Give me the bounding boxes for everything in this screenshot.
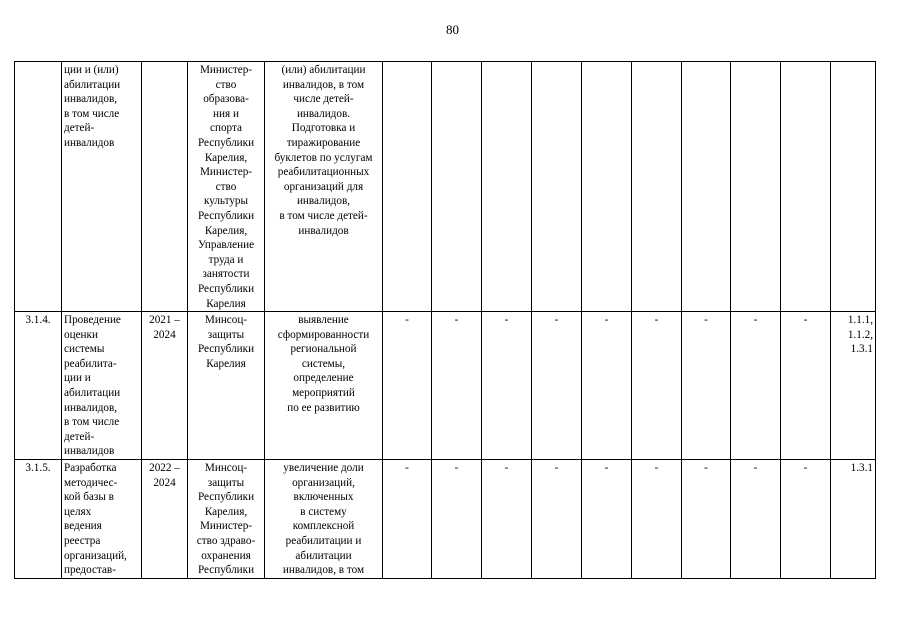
activity-name-line: абилитации <box>64 78 121 91</box>
executor-line: Республики <box>197 209 255 222</box>
indicator-value: - <box>554 462 559 475</box>
indicator-value-cell <box>482 460 532 579</box>
activity-name-line: целях <box>64 505 92 518</box>
expected-result-line: увеличение доли <box>283 462 364 475</box>
expected-result-cell <box>265 62 383 312</box>
executor-line: Республики <box>197 136 255 149</box>
executors-cell <box>188 460 265 579</box>
executor-line: Республики <box>197 564 255 577</box>
indicator-value-cell <box>582 460 632 579</box>
executor-line: Министер- <box>199 520 253 533</box>
activity-name-line: ции и (или) <box>64 64 119 76</box>
expected-result-line: инвалидов, <box>296 195 351 208</box>
executor-line: образова- <box>203 93 249 106</box>
indicator-value-cell <box>532 460 582 579</box>
linked-indicators-cell <box>831 312 876 460</box>
expected-result-line: системы, <box>301 357 346 370</box>
expected-result-line: (или) абилитации <box>281 64 366 76</box>
indicator-value: - <box>604 314 609 327</box>
expected-result-line: сформированности <box>277 328 370 341</box>
executor-line: Карелия, <box>204 151 248 164</box>
implementation-years-cell <box>142 312 188 460</box>
executor-line: Карелия <box>206 357 246 370</box>
activity-number: 3.1.4. <box>25 314 51 327</box>
expected-result-line: абилитации <box>295 549 352 562</box>
activity-name-line: ведения <box>64 520 102 533</box>
implementation-years-line: 2024 <box>153 328 176 341</box>
expected-result-line: комплексной <box>292 520 355 533</box>
executor-line: Карелия, <box>204 505 248 518</box>
executor-line: Республики <box>197 491 255 504</box>
indicator-value: - <box>654 314 659 327</box>
indicator-value: - <box>604 462 609 475</box>
executor-line: защиты <box>207 328 245 341</box>
expected-result-line: включенных <box>293 491 354 504</box>
page-number: 80 <box>446 22 459 37</box>
implementation-years-line: 2021 – <box>149 314 180 327</box>
executor-line: ство <box>215 180 237 193</box>
executor-line: ство здраво- <box>196 535 256 547</box>
indicator-value-cell <box>781 460 831 579</box>
indicator-value-cell <box>781 62 831 312</box>
expected-result-line: выявление <box>298 314 349 327</box>
executors-cell <box>188 312 265 460</box>
indicator-value-cell <box>731 62 781 312</box>
activity-name-line: инвалидов <box>64 445 115 458</box>
expected-result-line: Подготовка и <box>291 122 356 135</box>
activity-name-line: методичес- <box>64 476 118 489</box>
program-activities-table <box>14 61 876 579</box>
indicator-value: - <box>405 462 409 475</box>
activity-name-line: детей- <box>64 122 95 135</box>
implementation-years-line: 2022 – <box>149 462 180 475</box>
expected-result-line: буклетов по услугам <box>274 151 373 164</box>
expected-result-line: тиражирование <box>286 136 361 149</box>
indicator-value: - <box>554 314 559 327</box>
indicator-value: - <box>803 314 808 327</box>
activity-name-cell <box>62 460 142 579</box>
executor-line: Министер- <box>199 64 253 76</box>
activity-name-line: оценки <box>64 328 98 341</box>
executor-line: ство <box>215 78 237 91</box>
executor-line: Республики <box>197 343 255 356</box>
indicator-value: - <box>753 314 758 327</box>
linked-indicator-line: 1.1.2, <box>847 328 873 341</box>
executor-line: труда и <box>208 253 244 266</box>
executor-line: Минсоц- <box>204 462 248 475</box>
expected-result-line: региональной <box>290 343 357 356</box>
implementation-years-cell <box>142 460 188 579</box>
indicator-value-cell <box>682 460 731 579</box>
activity-name-line: инвалидов <box>64 136 115 149</box>
indicator-value-cell <box>731 460 781 579</box>
indicator-value-cell <box>781 312 831 460</box>
activity-name-line: инвалидов, <box>64 93 118 106</box>
executor-line: занятости <box>202 268 250 281</box>
activity-name-line: кой базы в <box>64 491 114 504</box>
expected-result-line: инвалидов, в том <box>282 78 365 91</box>
activity-name-line: реабилита- <box>64 357 117 370</box>
indicator-value-cell <box>731 312 781 460</box>
expected-result-line: инвалидов <box>298 224 349 237</box>
indicator-value-cell <box>383 460 432 579</box>
indicator-value-cell <box>482 312 532 460</box>
table-row <box>15 312 876 460</box>
indicator-value-cell <box>432 460 482 579</box>
indicator-value-cell <box>632 312 682 460</box>
expected-result-line: инвалидов, в том <box>282 564 365 577</box>
indicator-value: - <box>704 314 708 327</box>
expected-result-line: организаций, <box>292 476 355 489</box>
activity-name-cell <box>62 62 142 312</box>
indicator-value-cell <box>482 62 532 312</box>
indicator-value: - <box>454 462 459 475</box>
expected-result-cell <box>265 312 383 460</box>
indicator-value-cell <box>582 312 632 460</box>
indicator-value-cell <box>532 312 582 460</box>
activity-name-line: системы <box>64 343 105 356</box>
activity-name-line: Проведение <box>64 314 121 327</box>
indicator-value: - <box>454 314 459 327</box>
executor-line: Министер- <box>199 166 253 179</box>
indicator-value-cell <box>632 460 682 579</box>
expected-result-line: числе детей- <box>293 93 354 106</box>
indicator-value-cell <box>383 312 432 460</box>
activity-number-cell <box>15 312 62 460</box>
linked-indicators-cell <box>831 460 876 579</box>
expected-result-line: реабилитации и <box>285 535 362 547</box>
indicator-value: - <box>803 462 808 475</box>
linked-indicator-line: 1.3.1 <box>850 343 873 356</box>
executor-line: Республики <box>197 282 255 295</box>
indicator-value: - <box>504 462 509 475</box>
expected-result-line: мероприятий <box>292 387 355 400</box>
executor-line: ния и <box>213 107 239 120</box>
executor-line: культуры <box>203 195 249 208</box>
activity-name-line: реестра <box>64 535 101 547</box>
implementation-years-cell <box>142 62 188 312</box>
indicator-value: - <box>654 462 659 475</box>
indicator-value-cell <box>532 62 582 312</box>
expected-result-line: определение <box>293 372 354 385</box>
linked-indicators-cell <box>831 62 876 312</box>
executor-line: Управление <box>197 239 255 252</box>
activity-name-cell <box>62 312 142 460</box>
indicator-value-cell <box>432 312 482 460</box>
activity-name-line: инвалидов, <box>64 401 118 414</box>
expected-result-cell <box>265 460 383 579</box>
expected-result-line: в систему <box>300 505 347 518</box>
activity-name-line: организаций, <box>64 549 127 562</box>
activity-name-line: ции и <box>64 372 91 385</box>
table-row <box>15 62 876 312</box>
indicator-value: - <box>753 462 758 475</box>
indicator-value-cell <box>432 62 482 312</box>
expected-result-line: по ее развитию <box>287 401 360 414</box>
activity-number-cell <box>15 62 62 312</box>
expected-result-line: реабилитационных <box>277 166 370 179</box>
activity-name-line: предостав- <box>64 564 116 577</box>
executor-line: Карелия <box>206 297 246 310</box>
implementation-years-line: 2024 <box>153 476 176 489</box>
table-row <box>15 460 876 579</box>
indicator-value-cell <box>582 62 632 312</box>
executor-line: охранения <box>201 549 251 562</box>
activity-name-line: в том числе <box>64 107 120 120</box>
linked-indicator-line: 1.1.1, <box>847 314 873 327</box>
activity-name-line: детей- <box>64 430 95 443</box>
activity-name-line: абилитации <box>64 387 121 400</box>
expected-result-line: в том числе детей- <box>279 209 368 222</box>
executor-line: Карелия, <box>204 224 248 237</box>
indicator-value-cell <box>383 62 432 312</box>
linked-indicator-line: 1.3.1 <box>850 462 873 475</box>
indicator-value: - <box>405 314 409 327</box>
expected-result-line: организаций для <box>283 180 364 193</box>
indicator-value-cell <box>682 312 731 460</box>
activity-name-line: Разработка <box>64 462 117 475</box>
indicator-value-cell <box>632 62 682 312</box>
indicator-value-cell <box>682 62 731 312</box>
executor-line: защиты <box>207 476 245 489</box>
executors-cell <box>188 62 265 312</box>
indicator-value: - <box>704 462 708 475</box>
indicator-value: - <box>504 314 509 327</box>
activity-name-line: в том числе <box>64 416 120 429</box>
activity-number: 3.1.5. <box>25 462 51 475</box>
expected-result-line: инвалидов. <box>296 107 351 120</box>
executor-line: спорта <box>210 122 242 135</box>
executor-line: Минсоц- <box>204 314 248 327</box>
activity-number-cell <box>15 460 62 579</box>
